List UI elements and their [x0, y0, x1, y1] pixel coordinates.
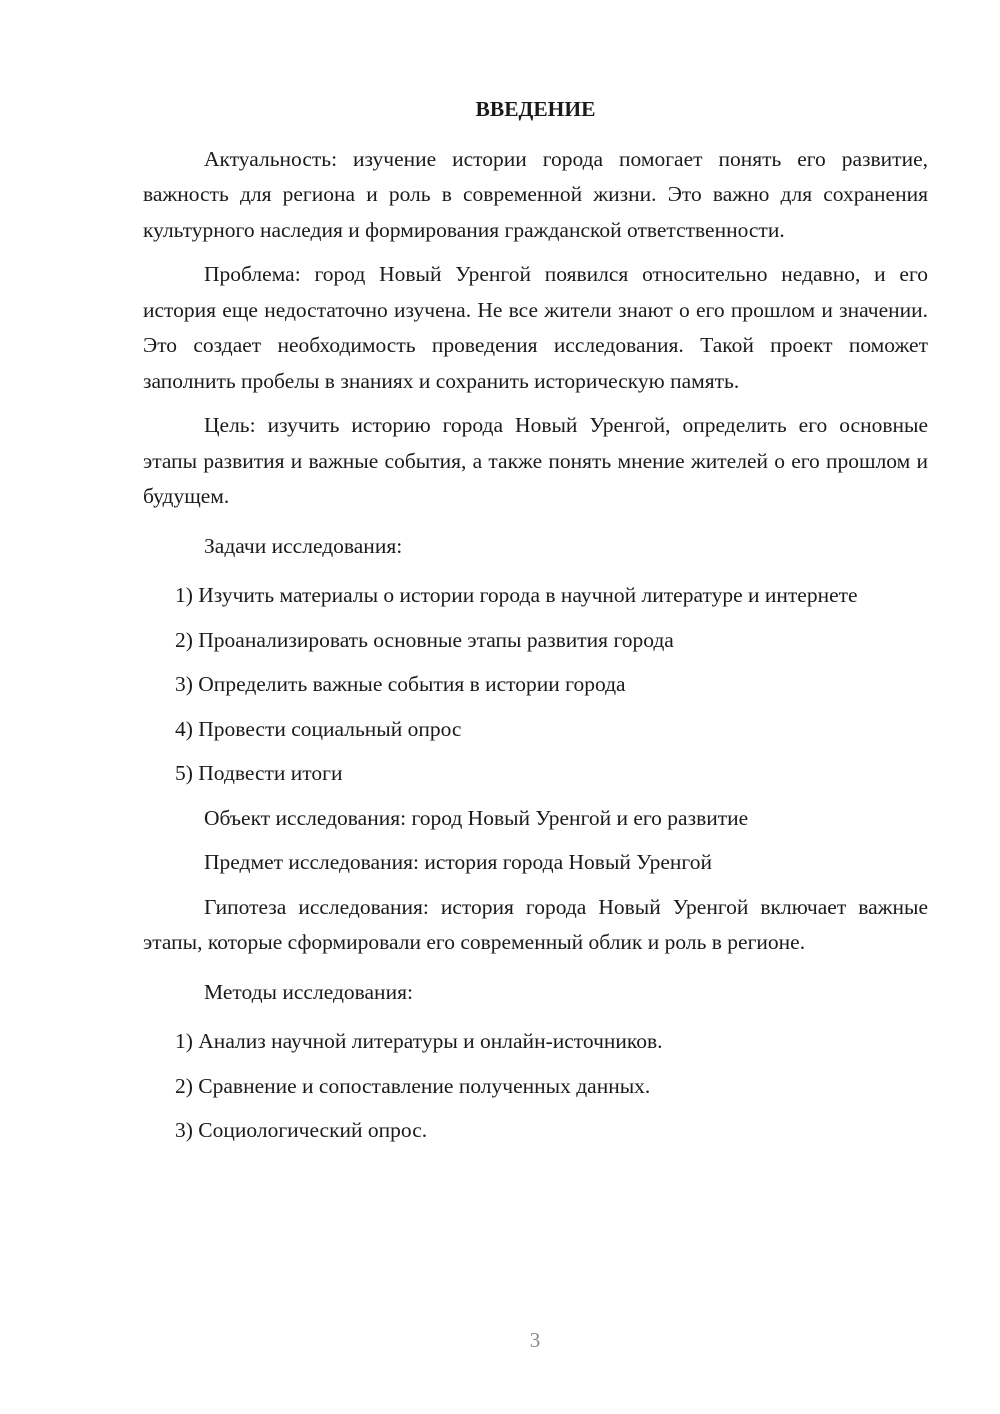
subject-paragraph: Предмет исследования: история города Новый Уренгой	[204, 850, 712, 874]
hypothesis-paragraph: Гипотеза исследования: история города Новый Уренгой включает важные этапы, которые сформировали его современный облик и роль в регионе.	[143, 894, 928, 954]
task-item: 1) Изучить материалы о истории города в научной литературе и интернете	[175, 583, 858, 607]
task-item: 2) Проанализировать основные этапы развития города	[175, 627, 674, 652]
tasks-label: Задачи исследования:	[204, 533, 403, 558]
problem-paragraph: Проблема: город Новый Уренгой появился относительно недавно, и его история еще недостаточно изучена. Не все жители знают о его прошлом и значении. Это создает необходимость проведения исследования. Такой проект поможет заполнить пробелы в знаниях и сохранить историческую память.	[143, 262, 928, 393]
methods-list	[143, 1024, 928, 1149]
page-title: ВВЕДЕНИЕ	[475, 97, 596, 121]
method-item: 2) Сравнение и сопоставление полученных данных.	[175, 1073, 651, 1098]
method-item: 3) Социологический опрос.	[175, 1118, 428, 1142]
page-number: 3	[529, 1328, 541, 1352]
task-item: 5) Подвести итоги	[175, 761, 343, 785]
task-item: 3) Определить важные события в истории города	[175, 672, 626, 696]
methods-label: Методы исследования:	[204, 979, 413, 1004]
document-page	[143, 92, 928, 1158]
goal-paragraph: Цель: изучить историю города Новый Уренгой, определить его основные этапы развития и важные события, а также понять мнение жителей о его прошлом и будущем.	[143, 413, 928, 508]
task-item: 4) Провести социальный опрос	[175, 716, 462, 741]
relevance-paragraph: Актуальность: изучение истории города помогает понять его развитие, важность для региона и роль в современной жизни. Это важно для сохранения культурного наследия и формирования гражданской ответственности.	[143, 146, 928, 242]
tasks-list	[143, 578, 928, 792]
object-paragraph: Объект исследования: город Новый Уренгой и его развитие	[204, 805, 749, 830]
method-item: 1) Анализ научной литературы и онлайн-источников.	[175, 1029, 663, 1053]
